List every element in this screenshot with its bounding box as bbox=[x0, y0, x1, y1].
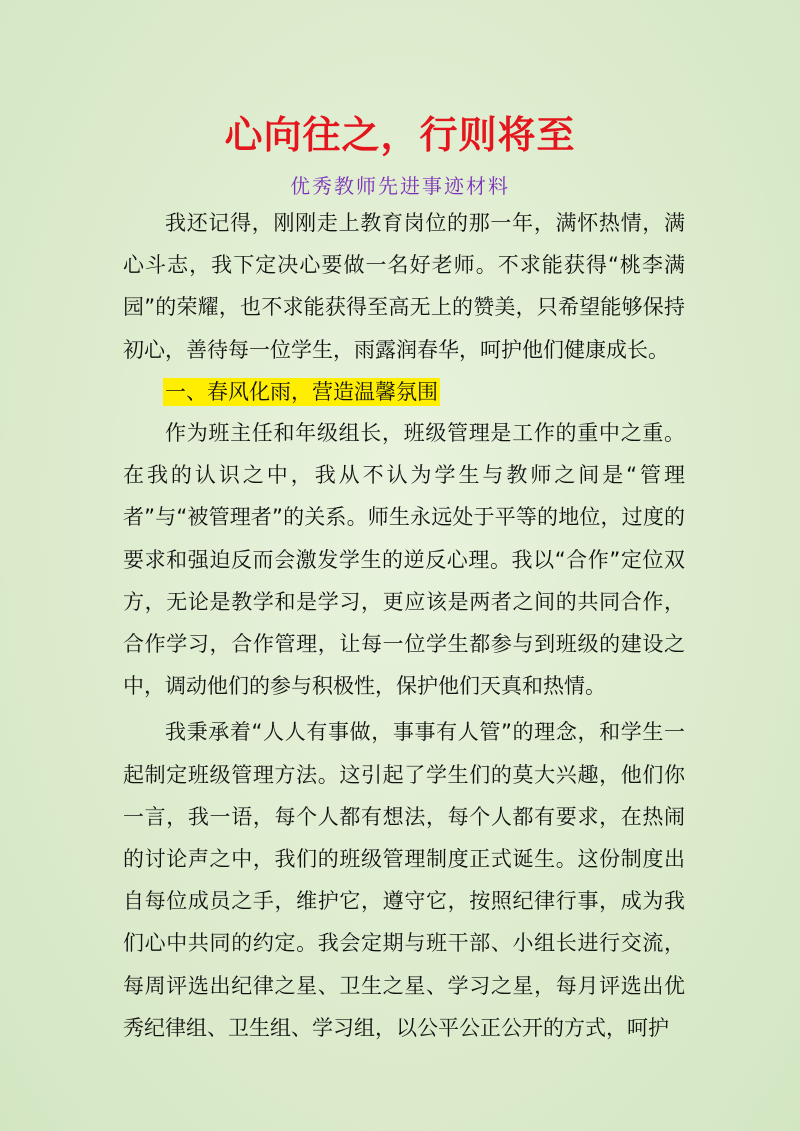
intro-paragraph: 我还记得，刚刚走上教育岗位的那一年，满怀热情，满心斗志，我下定决心要做一名好老师。不求能获得“桃李满园”的荣耀，也不求能获得至高无上的赞美，只希望能够保持初心，善待每一位学生，雨露润春华，呵护他们健康成长。 bbox=[123, 211, 685, 362]
section-body bbox=[123, 412, 685, 1049]
section-heading bbox=[123, 371, 685, 413]
document-title: 心向往之，行则将至 bbox=[224, 113, 576, 157]
section-heading-highlight: 一、春风化雨，营造温馨氛围 bbox=[165, 379, 438, 404]
document-subtitle: 优秀教师先进事迹材料 bbox=[290, 174, 510, 198]
body-paragraph-1: 作为班主任和年级组长，班级管理是工作的重中之重。在我的认识之中，我从不认为学生与教师之间是“管理者”与“被管理者”的关系。师生永远处于平等的地位，过度的要求和强迫反而会激发学生的逆反心理。我以“合作”定位双方，无论是教学和是学习，更应该是两者之间的共同合作，合作学习，合作管理，让每一位学生都参与到班级的建设之中，调动他们的参与积极性，保护他们天真和热情。 bbox=[123, 421, 685, 699]
intro-block bbox=[123, 202, 685, 413]
body-paragraph-2: 我秉承着“人人有事做，事事有人管”的理念，和学生一起制定班级管理方法。这引起了学生们的莫大兴趣，他们你一言，我一语，每个人都有想法，每个人都有要求，在热闹的讨论声之中，我们的班级管理制度正式诞生。这份制度出自每位成员之手，维护它，遵守它，按照纪律行事，成为我们心中共同的约定。我会定期与班干部、小组长进行交流，每周评选出纪律之星、卫生之星、学习之星，每月评选出优秀纪律组、卫生组、学习组，以公平公正公开的方式，呵护 bbox=[123, 720, 685, 1040]
